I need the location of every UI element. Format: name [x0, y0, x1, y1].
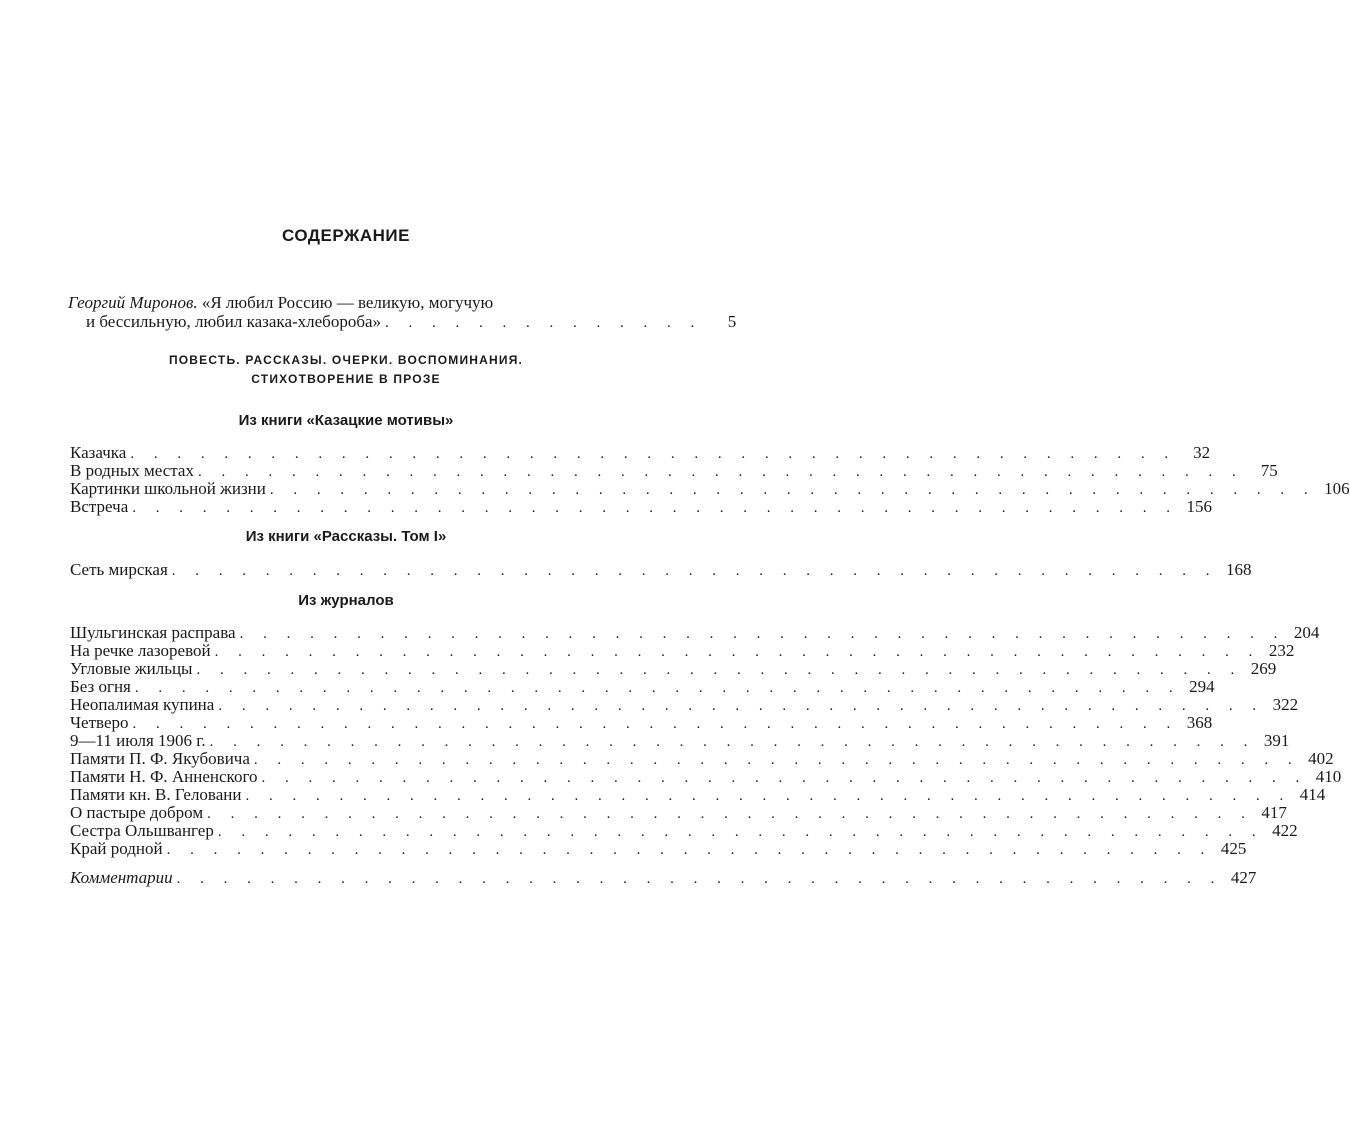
page-number: 106: [1324, 479, 1350, 498]
dot-leader: . . . . . . . . . . . . . . . . . . . . . . . . . . . . . . . . . . . . . . . . . . . . .: [245, 788, 1292, 804]
entry-title: Неопалимая купина: [70, 695, 215, 714]
entry-title: О пастыре добром: [70, 803, 204, 822]
page-number: 32: [1193, 443, 1211, 462]
dot-leader: . . . . . . . . . . . . . . . . . . . . . . . . . . . . . . . . . . . . . . . . . . . . .: [209, 734, 1256, 750]
page-number: 425: [1220, 839, 1247, 858]
toc-entry[interactable]: [70, 461, 1278, 480]
dot-leader: . . . . . . . . . . . . . .: [385, 315, 703, 331]
section-header: [0, 351, 692, 389]
page-number: 427: [1230, 868, 1257, 887]
dot-leader: . . . . . . . . . . . . . . . . . . . . . . . . . . . . . . . . . . . . . . . . . . . . .: [207, 806, 1253, 822]
entry-title: Край родной: [70, 839, 163, 858]
dot-leader: . . . . . . . . . . . . . . . . . . . . . . . . . . . . . . . . . . . . . . . . . . . . .: [217, 824, 1264, 840]
dot-leader: . . . . . . . . . . . . . . . . . . . . . . . . . . . . . . . . . . . . . . . . . . . . .: [197, 464, 1244, 480]
group-title: Из книги «Рассказы. Том I»: [245, 528, 447, 545]
intro-author: Георгий Миронов.: [68, 293, 198, 312]
dot-leader: . . . . . . . . . . . . . . . . . . . . . . . . . . . . . . . . . . . . . . . . . . . . .: [196, 662, 1243, 678]
toc-entry[interactable]: [70, 785, 1326, 804]
toc-entry[interactable]: [70, 623, 1320, 642]
page-number: 156: [1186, 497, 1212, 516]
dot-leader: . . . . . . . . . . . . . . . . . . . . . . . . . . . . . . . . . . . . . . . . . . . . .: [176, 871, 1223, 887]
entry-title: Памяти Н. Ф. Анненского: [70, 767, 258, 786]
dot-leader: . . . . . . . . . . . . . . . . . . . . . . . . . . . . . . . . . . . . . . . . . . . . .: [132, 716, 1179, 732]
toc-entry[interactable]: [70, 560, 1252, 579]
dot-leader: . . . . . . . . . . . . . . . . . . . . . . . . . . . . . . . . . . . . . . . . . . . . .: [130, 446, 1177, 462]
page-number: 294: [1189, 677, 1215, 696]
toc-entry[interactable]: [70, 479, 1350, 498]
intro-line-2: [68, 312, 737, 335]
section-header-line-1: ПОВЕСТЬ. РАССКАЗЫ. ОЧЕРКИ. ВОСПОМИНАНИЯ.: [168, 353, 524, 367]
page-number: 368: [1186, 713, 1213, 732]
intro-entry-row: [86, 312, 737, 331]
entry-title: Шульгинская расправа: [70, 623, 236, 642]
page-number: 322: [1272, 695, 1299, 714]
intro-text-2: и бессильную, любил казака-хлебороба»: [86, 312, 382, 331]
toc-entry[interactable]: [70, 821, 1298, 840]
toc-entry[interactable]: [70, 767, 1342, 786]
page-number: 168: [1226, 560, 1252, 579]
entry-title: Казачка: [70, 443, 127, 462]
toc-entry[interactable]: [70, 749, 1334, 768]
toc-entry[interactable]: [70, 731, 1290, 750]
toc-group-3: [70, 623, 1342, 858]
dot-leader: . . . . . . . . . . . . . . . . . . . . . . . . . . . . . . . . . . . . . . . . . . . . .: [132, 500, 1178, 516]
entry-title: 9—11 июля 1906 г.: [70, 731, 206, 750]
toc-entry-comments[interactable]: [70, 868, 1257, 887]
page-number: 5: [727, 312, 737, 331]
dot-leader: . . . . . . . . . . . . . . . . . . . . . . . . . . . . . . . . . . . . . . . . . . . . .: [171, 563, 1218, 579]
intro-entry: [68, 293, 737, 335]
toc-entry[interactable]: [70, 443, 1211, 462]
section-header-line-2: СТИХОТВОРЕНИЕ В ПРОЗЕ: [251, 372, 441, 386]
page-number: 75: [1260, 461, 1278, 480]
page-number: 414: [1299, 785, 1326, 804]
toc-group-2: [70, 560, 1252, 579]
entry-title: На речке лазоревой: [70, 641, 211, 660]
entry-title: Сестра Ольшвангер: [70, 821, 214, 840]
dot-leader: . . . . . . . . . . . . . . . . . . . . . . . . . . . . . . . . . . . . . . . . . . . . .: [261, 770, 1308, 786]
toc-entry[interactable]: [70, 803, 1287, 822]
page-number: 422: [1272, 821, 1298, 840]
dot-leader: . . . . . . . . . . . . . . . . . . . . . . . . . . . . . . . . . . . . . . . . . . . . .: [214, 644, 1261, 660]
entry-title: Картинки школьной жизни: [70, 479, 266, 498]
page-number: 410: [1315, 767, 1342, 786]
entry-title: Сеть мирская: [70, 560, 168, 579]
page-number: 269: [1250, 659, 1277, 678]
page-number: 402: [1308, 749, 1334, 768]
dot-leader: . . . . . . . . . . . . . . . . . . . . . . . . . . . . . . . . . . . . . . . . . . . . .: [253, 752, 1300, 768]
dot-leader: . . . . . . . . . . . . . . . . . . . . . . . . . . . . . . . . . . . . . . . . . . . . .: [218, 698, 1265, 714]
toc-group-1: [70, 443, 1350, 516]
toc-entry[interactable]: [70, 641, 1295, 660]
entry-title: Без огня: [70, 677, 131, 696]
dot-leader: . . . . . . . . . . . . . . . . . . . . . . . . . . . . . . . . . . . . . . . . . . . . .: [239, 626, 1286, 642]
entry-title: Встреча: [70, 497, 129, 516]
entry-title: Памяти кн. В. Геловани: [70, 785, 242, 804]
entry-title: Четверо: [70, 713, 129, 732]
page-number: 417: [1261, 803, 1287, 822]
entry-title: В родных местах: [70, 461, 194, 480]
toc-entry[interactable]: [70, 839, 1247, 858]
toc-entry[interactable]: [70, 695, 1299, 714]
group-title: Из книги «Казацкие мотивы»: [238, 412, 454, 429]
dot-leader: . . . . . . . . . . . . . . . . . . . . . . . . . . . . . . . . . . . . . . . . . . . . .: [269, 482, 1316, 498]
intro-text-1: «Я любил Россию — великую, могучую: [197, 293, 494, 312]
toc-entry[interactable]: [70, 659, 1277, 678]
group-title: Из журналов: [298, 592, 394, 609]
intro-line-1: [68, 293, 624, 313]
page-number: 391: [1263, 731, 1290, 750]
entry-title: Угловые жильцы: [70, 659, 193, 678]
entry-title: Комментарии: [70, 868, 173, 887]
entry-title: Памяти П. Ф. Якубовича: [70, 749, 250, 768]
toc-entry[interactable]: [70, 713, 1213, 732]
page-number: 232: [1268, 641, 1295, 660]
toc-entry[interactable]: [70, 497, 1212, 516]
dot-leader: . . . . . . . . . . . . . . . . . . . . . . . . . . . . . . . . . . . . . . . . . . . . .: [166, 842, 1213, 858]
toc-comments: [70, 868, 1257, 887]
dot-leader: . . . . . . . . . . . . . . . . . . . . . . . . . . . . . . . . . . . . . . . . . . . . .: [134, 680, 1181, 696]
toc-entry[interactable]: [70, 677, 1215, 696]
page-title: СОДЕРЖАНИЕ: [282, 226, 410, 245]
page-number: 204: [1293, 623, 1320, 642]
